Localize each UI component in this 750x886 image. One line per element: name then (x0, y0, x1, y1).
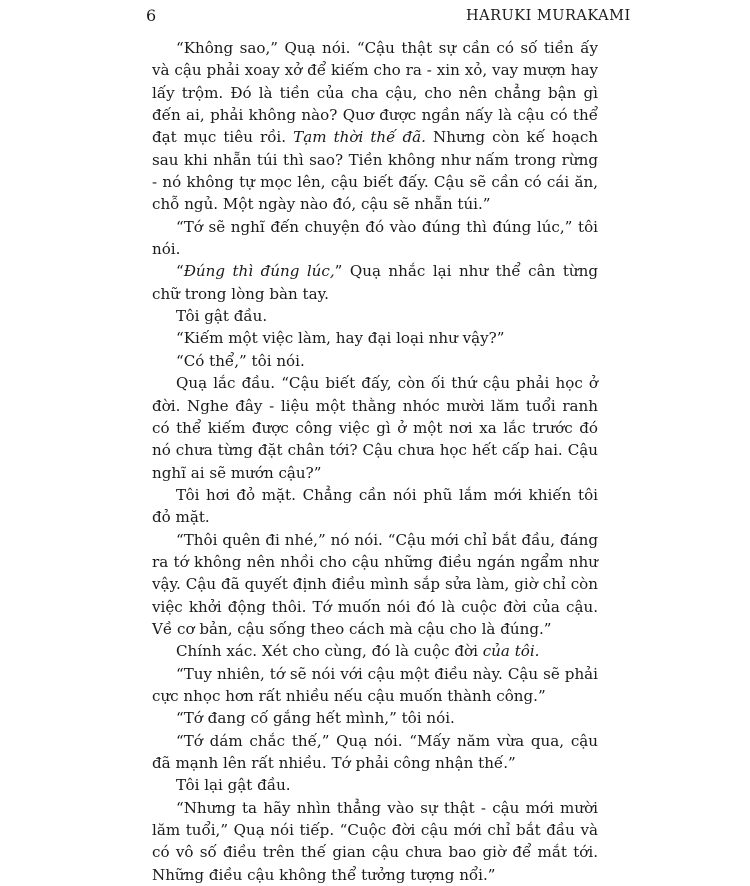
text-run: Chính xác. Xét cho cùng, đó là cuộc đời (176, 642, 483, 661)
paragraph (152, 797, 598, 886)
paragraph (152, 372, 598, 484)
text-run: “ (176, 262, 184, 281)
text-run: “Kiếm một việc làm, hay đại loại như vậy?” (176, 329, 505, 348)
body-text (152, 37, 598, 886)
running-head: HARUKI MURAKAMI (466, 8, 631, 24)
italic-text: Đúng thì đúng lúc, (183, 262, 335, 281)
text-run: “Thôi quên đi nhé,” nó nói. “Cậu mới chỉ bắt đầu, đáng ra tớ không nên nhồi cho cậu những điều ngán ngẩm như vậy. Cậu đã quyết định điều mình sắp sửa làm, giờ chỉ còn việc khởi động thôi. Tớ muốn nói đó là cuộc đời của cậu. Về cơ bản, cậu sống theo cách mà cậu cho là đúng.” (152, 530, 598, 638)
paragraph (152, 350, 598, 372)
paragraph (152, 529, 598, 641)
text-run: “Tớ dám chắc thế,” Quạ nói. “Mấy năm vừa qua, cậu đã mạnh lên rất nhiều. Tớ phải công nhận thế.” (152, 731, 598, 772)
paragraph (152, 327, 598, 349)
paragraph (152, 707, 598, 729)
text-run: Tôi gật đầu. (176, 307, 268, 326)
text-run: Tôi hơi đỏ mặt. Chẳng cần nói phũ lắm mới khiến tôi đỏ mặt. (152, 485, 598, 527)
text-run: ” Quạ nhắc lại như thể cân từng chữ trong lòng bàn tay. (152, 262, 598, 303)
paragraph (152, 640, 598, 662)
text-run: “Có thể,” tôi nói. (176, 351, 305, 370)
text-run: Tôi lại gật đầu. (176, 776, 291, 795)
italic-text: Tạm thời thế đã. (293, 128, 426, 147)
paragraph (152, 305, 598, 327)
paragraph (152, 216, 598, 261)
paragraph (152, 260, 598, 305)
text-run: “Tớ đang cố gắng hết mình,” tôi nói. (176, 709, 455, 728)
text-run: “Không sao,” Quạ nói. “Cậu thật sự cần có số tiền ấy và cậu phải xoay xở để kiếm cho ra - xin xỏ, vay mượn hay lấy trộm. Đó là tiền của cha cậu, cho nên chẳng bận gì đến ai, phải không nào? Quơ được ngần nấy là cậu có thể đạt mục tiêu rồi. (152, 39, 598, 147)
paragraph (152, 484, 598, 529)
text-run: “Tớ sẽ nghĩ đến chuyện đó vào đúng thì đúng lúc,” tôi nói. (152, 217, 598, 259)
paragraph (152, 774, 598, 796)
paragraph (152, 663, 598, 708)
text-run: Nhưng còn kế hoạch sau khi nhẵn túi thì sao? Tiền không như nấm trong rừng - nó không tự mọc lên, cậu biết đấy. Cậu sẽ cần có cái ăn, chỗ ngủ. Một ngày nào đó, cậu sẽ nhẵn túi.” (152, 128, 598, 214)
text-run: Quạ lắc đầu. “Cậu biết đấy, còn ối thứ cậu phải học ở đời. Nghe đây - liệu một thằng nhóc mười lăm tuổi ranh có thể kiếm được công việc gì ở một nơi xa lắc trước đó nó chưa từng đặt chân tới? Cậu chưa học hết cấp hai. Cậu nghĩ ai sẽ mướn cậu?” (152, 374, 598, 482)
italic-text: của tôi. (482, 642, 540, 661)
text-run: “Nhưng ta hãy nhìn thẳng vào sự thật - cậu mới mười lăm tuổi,” Quạ nói tiếp. “Cuộc đời cậu mới chỉ bắt đầu và có vô số điều trên thế gian cậu chưa bao giờ để mắt tới. Những điều cậu không thể tưởng tượng nổi.” (152, 798, 598, 884)
paragraph (152, 37, 598, 216)
text-run: “Tuy nhiên, tớ sẽ nói với cậu một điều này. Cậu sẽ phải cực nhọc hơn rất nhiều nếu cậu muốn thành công.” (152, 664, 598, 705)
page-number: 6 (146, 6, 157, 25)
paragraph (152, 730, 598, 775)
